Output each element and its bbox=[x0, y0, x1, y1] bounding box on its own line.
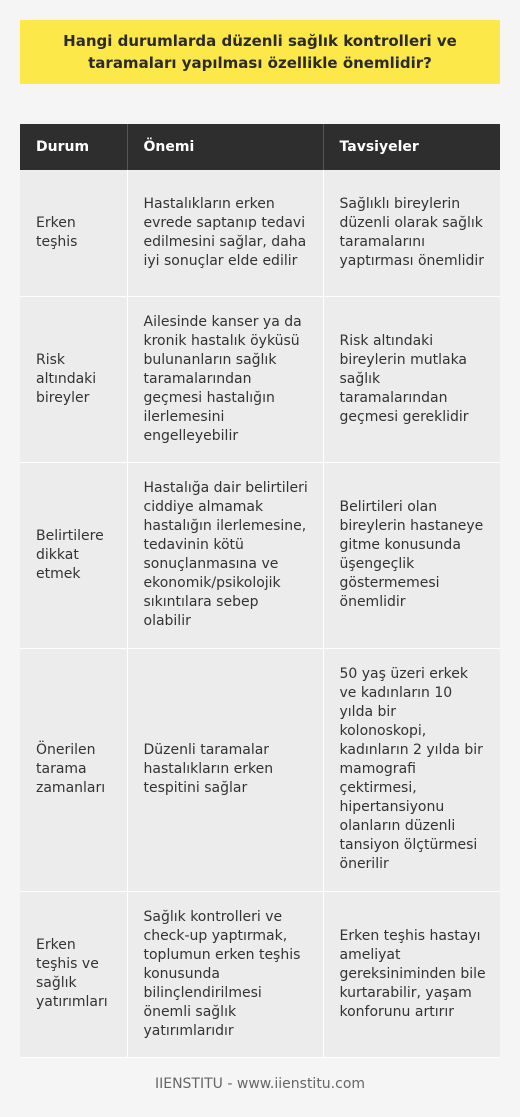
cell-durum: Belirtilere dikkat etmek bbox=[20, 462, 127, 648]
footer-credit: IIENSTITU - www.iienstitu.com bbox=[154, 1076, 366, 1092]
cell-durum: Erken teşhis bbox=[20, 170, 127, 296]
cell-tavsiyeler: Risk altındaki bireylerin mutlaka sağlık taramalarından geçmesi gereklidir bbox=[323, 296, 500, 462]
cell-durum: Risk altındaki bireyler bbox=[20, 296, 127, 462]
page-title: Hangi durumlarda düzenli sağlık kontrolleri ve taramaları yapılması özellikle önemlidir? bbox=[20, 20, 500, 84]
table-header-row bbox=[20, 124, 500, 170]
cell-tavsiyeler: 50 yaş üzeri erkek ve kadınların 10 yılda bir kolonoskopi, kadınların 2 yılda bir mamografi çektirmesi, hipertansiyonu olanların düzenli tansiyon ölçtürmesi önerilir bbox=[323, 648, 500, 891]
cell-onemi: Sağlık kontrolleri ve check-up yaptırmak, toplumun erken teşhis konusunda bilinçlendirilmesi önemli sağlık yatırımlarıdır bbox=[127, 891, 323, 1057]
cell-onemi: Hastalığa dair belirtileri ciddiye almamak hastalığın ilerlemesine, tedavinin kötü sonuçlanmasına ve ekonomik/psikolojik sıkıntılara sebep olabilir bbox=[127, 462, 323, 648]
table-row bbox=[20, 170, 500, 296]
cell-durum: Önerilen tarama zamanları bbox=[20, 648, 127, 891]
cell-onemi: Ailesinde kanser ya da kronik hastalık öyküsü bulunanların sağlık taramalarından geçmesi hastalığın ilerlemesini engelleyebilir bbox=[127, 296, 323, 462]
table-row bbox=[20, 648, 500, 891]
table-row bbox=[20, 891, 500, 1057]
cell-tavsiyeler: Erken teşhis hastayı ameliyat gereksiniminden bile kurtarabilir, yaşam konforunu artırır bbox=[323, 891, 500, 1057]
health-screening-table bbox=[20, 124, 500, 1058]
cell-tavsiyeler: Sağlıklı bireylerin düzenli olarak sağlık taramalarını yaptırması önemlidir bbox=[323, 170, 500, 296]
cell-durum: Erken teşhis ve sağlık yatırımları bbox=[20, 891, 127, 1057]
cell-onemi: Düzenli taramalar hastalıkların erken tespitini sağlar bbox=[127, 648, 323, 891]
column-header-tavsiyeler: Tavsiyeler bbox=[323, 124, 500, 170]
cell-tavsiyeler: Belirtileri olan bireylerin hastaneye gitme konusunda üşengeçlik göstermemesi önemlidir bbox=[323, 462, 500, 648]
column-header-onemi: Önemi bbox=[127, 124, 323, 170]
cell-onemi: Hastalıkların erken evrede saptanıp tedavi edilmesini sağlar, daha iyi sonuçlar elde edilir bbox=[127, 170, 323, 296]
table-row bbox=[20, 462, 500, 648]
table-row bbox=[20, 296, 500, 462]
column-header-durum: Durum bbox=[20, 124, 127, 170]
